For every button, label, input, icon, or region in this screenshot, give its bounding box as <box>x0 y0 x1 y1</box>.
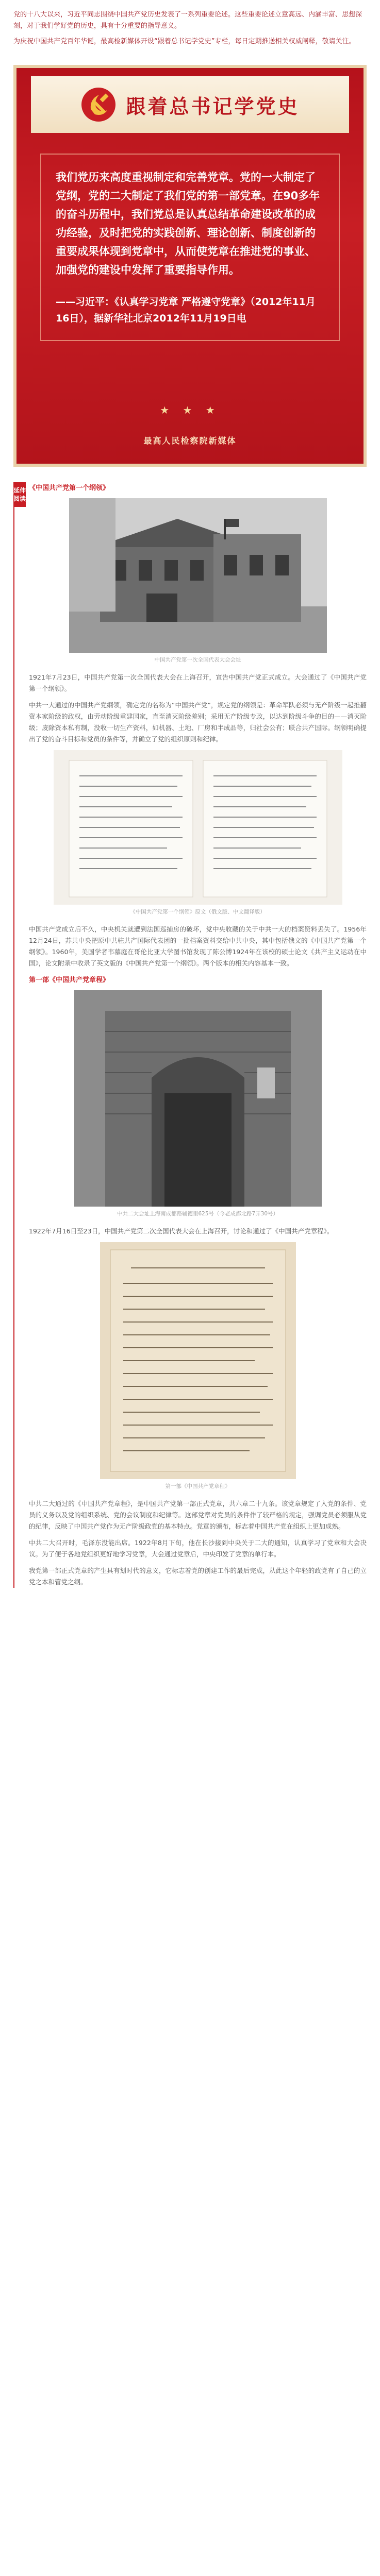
doorway-photo-icon <box>74 990 322 1207</box>
quote-box <box>40 154 340 341</box>
article-paragraph-3: 中国共产党成立后不久，中央机关就遭到法国巡捕房的破坏，党中央收藏的关于中共一大的档案资料丢失了。1956年12月24日，苏共中央把原中共驻共产国际代表团的一批档案资料交给中共中央，其中包括俄文的《中国共产党第一个纲领》。1960年，美国学者韦慕庭在哥伦比亚大学图书馆发现了陈公博1924年在该校的硕士论文《共产主义运动在中国》，论文附录中收录了英文版的《中国共产党第一个纲领》。两个版本的相关内容基本一致。 <box>29 925 367 967</box>
side-tag: 延伸阅读 <box>13 482 26 507</box>
section-title-2: 第一部《中国共产党章程》 <box>29 976 110 984</box>
article <box>13 482 367 1588</box>
banner-title: 跟着总书记学党史 <box>126 94 300 118</box>
stars-decoration: ★ ★ ★ <box>160 404 220 416</box>
document-scan-icon <box>54 750 342 905</box>
document-caption-2: 第一部《中国共产党章程》 <box>165 1483 230 1489</box>
intro <box>0 0 380 57</box>
article-paragraph-5: 中共二大通过的《中国共产党章程》，是中国共产党第一部正式党章，共六章二十九条。该党章规定了入党的条件、党员的义务以及党的组织系统、党的会议制度和纪律等。这部党章对党员的条件作了较严格的规定，强调党员必须服从党的纪律，反映了中国共产党作为无产阶级政党的基本特点。党章的颁布，标志着中国共产党在组织上更加成熟。 <box>29 1500 367 1530</box>
quote-source: ——习近平：《认真学习党章 严格遵守党章》（2012年11月16日），据新华社北京2012年11月19日电 <box>56 296 316 324</box>
banner-footer: 最高人民检察院新媒体 <box>143 436 237 446</box>
photo-caption-1: 中国共产党第一次全国代表大会会址 <box>154 657 241 663</box>
intro-paragraph-2: 为庆祝中国共产党百年华诞，最高检新媒体开设“跟着总书记学党史”专栏，每日定期推送相关权威阐释，敬请关注。 <box>13 38 356 45</box>
photo-congress-site <box>69 498 327 653</box>
article-paragraph-4: 1922年7月16日至23日，中国共产党第二次全国代表大会在上海召开，讨论和通过了《中国共产党章程》。 <box>29 1227 334 1235</box>
document-image-1 <box>54 750 342 905</box>
column-banner <box>13 65 367 467</box>
article-paragraph-1: 1921年7月23日，中国共产党第一次全国代表大会在上海召开，宣告中国共产党正式成立。大会通过了《中国共产党第一个纲领》。 <box>29 673 367 692</box>
article-paragraph-6: 中共二大召开时，毛泽东没能出席。1922年8月下旬，他在长沙接到中央关于二大的通知，认真学习了党章和大会决议。为了便于各地党组织更好地学习党章，大会通过党章后，中央印发了党章的单行本。 <box>29 1539 367 1558</box>
article-paragraph-2: 中共一大通过的中国共产党纲领，确定党的名称为“中国共产党”，规定党的纲领是：革命军队必须与无产阶级一起推翻资本家阶级的政权，由劳动阶级重建国家，直至消灭阶级差别；采用无产阶级专政，以达到阶级斗争的目的——消灭阶级；废除资本私有制，没收一切生产资料，如机器、土地、厂房和半成品等，归社会公有；联合共产国际。纲领明确提出了党的奋斗目标和党员的条件等，并确立了党的组织原则和纪律。 <box>29 701 367 743</box>
photo-caption-2: 中共二大会址上海南成都路辅德里625号（今老成都北路7弄30号） <box>117 1211 279 1217</box>
building-photo-icon <box>69 498 327 653</box>
section-title-1: 《中国共产党第一个纲领》 <box>29 484 110 492</box>
quote-text: 我们党历来高度重视制定和完善党章。党的一大制定了党纲，党的二大制定了我们党的第一部党章。在90多年的奋斗历程中，我们党总是认真总结革命建设改革的成功经验，及时把党的实践创新、理论创新、制度创新的重要成果体现到党章中，从而使党章在推进党的事业、加强党的建设中发挥了重要指导作用。 <box>56 171 320 276</box>
photo-second-congress-site <box>74 990 322 1207</box>
article-paragraph-7: 我党第一部正式党章的产生具有划时代的意义，它标志着党的创建工作的最后完成，从此这个年轻的政党有了自己的立党之本和管党之纲。 <box>29 1567 367 1586</box>
document-caption-1: 《中国共产党第一个纲领》原文（俄文版、中文翻译版） <box>130 909 266 915</box>
charter-scan-icon <box>100 1242 296 1479</box>
banner-header <box>31 76 349 133</box>
party-emblem-icon <box>80 87 117 123</box>
document-image-2 <box>100 1242 296 1479</box>
intro-paragraph-1: 党的十八大以来，习近平同志围绕中国共产党历史发表了一系列重要论述。这些重要论述立意高远、内涵丰富、思想深刻，对于我们学好党的历史，具有十分重要的指导意义。 <box>13 11 362 30</box>
